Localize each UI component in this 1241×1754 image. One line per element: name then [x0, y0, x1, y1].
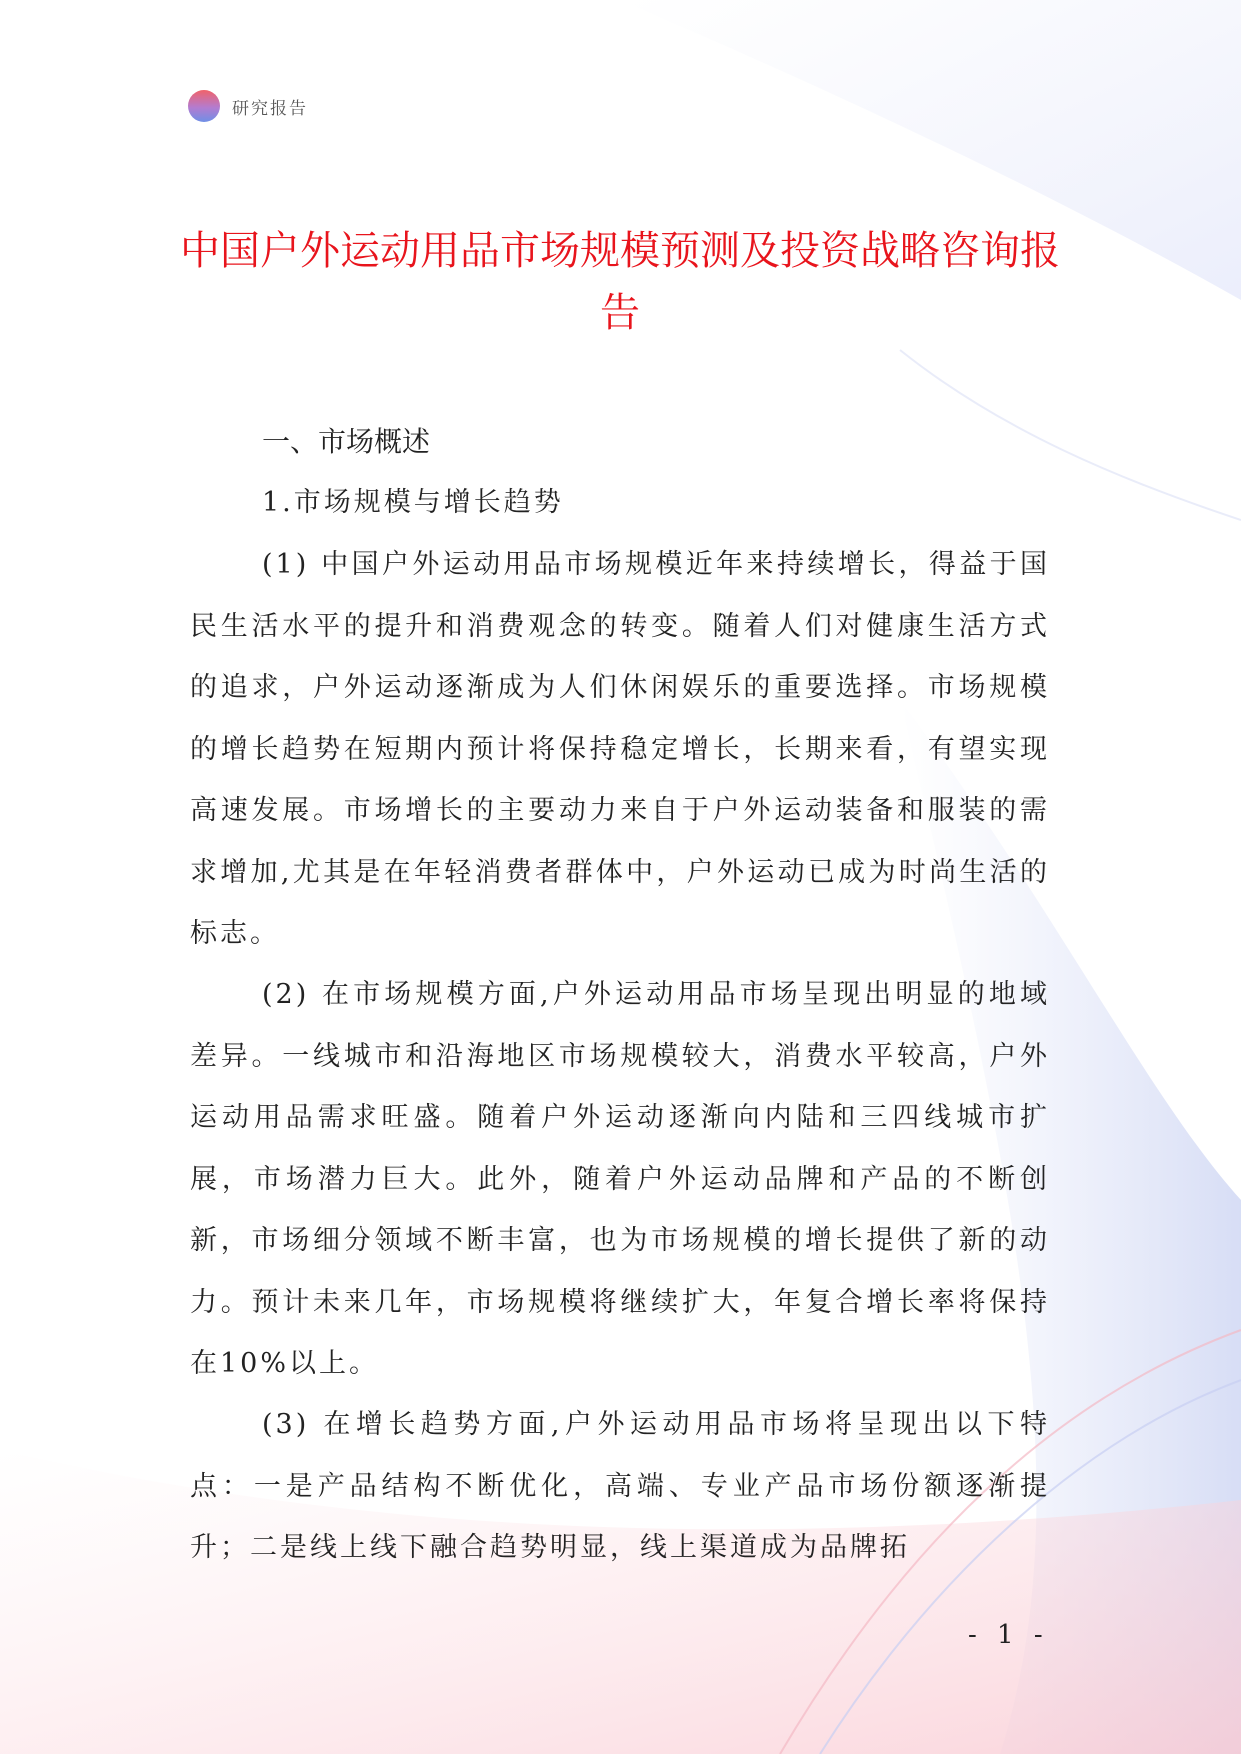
- report-logo-icon: [188, 90, 220, 122]
- report-title: 中国户外运动用品市场规模预测及投资战略咨询报告: [180, 228, 1060, 336]
- paragraph-1: (1) 中国户外运动用品市场规模近年来持续增长，得益于国民生活水平的提升和消费观念的转变。随着人们对健康生活方式的追求，户外运动逐渐成为人们休闲娱乐的重要选择。市场规模的增长趋势在短期内预计将保持稳定增长，长期来看，有望实现高速发展。市场增长的主要动力来自于户外运动装备和服装的需求增加,尤其是在年轻消费者群体中，户外运动已成为时尚生活的标志。: [190, 549, 1050, 949]
- paragraph-2: (2) 在市场规模方面,户外运动用品市场呈现出明显的地域差异。一线城市和沿海地区市场规模较大，消费水平较高，户外运动用品需求旺盛。随着户外运动逐渐向内陆和三四线城市扩展，市场潜力巨大。此外，随着户外运动品牌和产品的不断创新，市场细分领域不断丰富，也为市场规模的增长提供了新的动力。预计未来几年，市场规模将继续扩大，年复合增长率将保持在10%以上。: [190, 979, 1050, 1379]
- sub-heading: 1.市场规模与增长趋势: [262, 487, 564, 518]
- section-heading: 一、市场概述: [262, 425, 431, 458]
- report-header: [188, 90, 308, 122]
- page-number: - 1 -: [968, 1620, 1049, 1650]
- paragraph-3: (3) 在增长趋势方面,户外运动用品市场将呈现出以下特点：一是产品结构不断优化，高端、专业产品市场份额逐渐提升；二是线上线下融合趋势明显，线上渠道成为品牌拓: [190, 1409, 1050, 1563]
- report-type-label: 研究报告: [232, 98, 308, 119]
